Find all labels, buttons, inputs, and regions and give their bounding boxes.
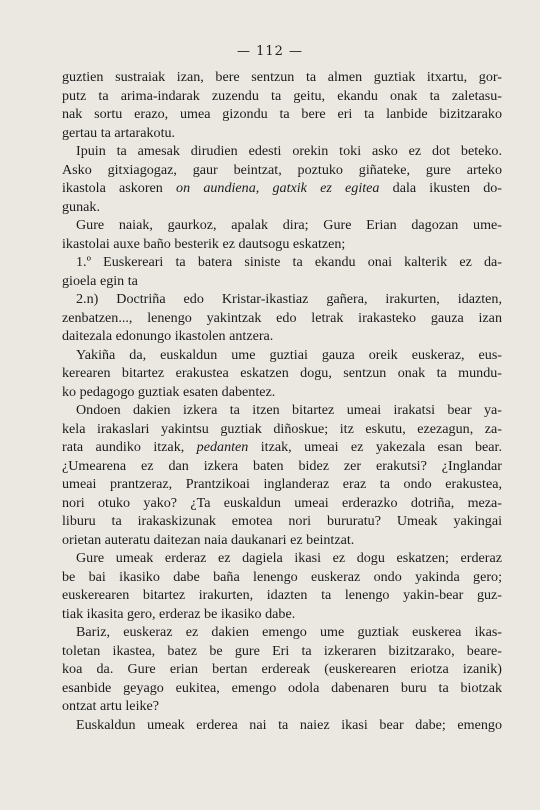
text-line: Bariz, euskeraz ez dakien emengo ume guztiak euskerea ikas-	[76, 624, 502, 640]
text-line: Asko gitxiagogaz, gaur beintzat, poztuko giñateke, gure arteko	[62, 161, 502, 178]
text-line: Gure umeak erderaz ez dagiela ikasi ez dogu eskatzen; erderaz	[76, 550, 502, 566]
page-number: — 112 —	[236, 44, 304, 59]
text-line: toletan ikastea, batez be gure Eri ta izkeraren bizitzarako, beare-	[62, 642, 502, 659]
text-line: gunak.	[62, 198, 100, 215]
text-line: ko pedagogo guztiak esaten dabentez.	[62, 383, 276, 400]
text-line: guztien sustraiak izan, bere sentzun ta almen guztiak itxartu, gor-	[62, 69, 502, 85]
body-text	[62, 68, 502, 734]
text-line: Gure naiak, gaurkoz, apalak dira; Gure Erian dagozan ume-	[76, 217, 502, 233]
text-line: Euskaldun umeak erderea nai ta naiez ikasi bear dabe; emengo	[76, 716, 502, 733]
text-line: kerearen bitartez erakustea eskatzen dogu, sentzun onak ta mundu-	[62, 365, 502, 381]
text-line: 1.º Euskereari ta batera siniste ta ekandu onai kalterik ez da-	[76, 254, 502, 270]
text-line: nori otuko yako? ¿Ta euskaldun umeai erderazko dotriña, meza-	[62, 494, 502, 511]
text-line: 2.n) Doctriña edo Kristar-ikastiaz gañera, irakurten, idazten,	[76, 291, 502, 307]
text-line: kela irakaslari yakintsu guztiak diñoskue; itz eskutu, ezezagun, za-	[62, 420, 502, 437]
text-line: be bai ikasiko dabe baña lenengo euskeraz ondo yakinda gero;	[62, 568, 502, 585]
text-line: putz ta arima-indarak zuzendu ta geitu, ekandu onak ta zaletasu-	[62, 87, 502, 104]
text-line: daitezala edonungo ikastolen antzera.	[62, 328, 274, 344]
text-line: ontzat artu leike?	[62, 698, 160, 714]
text-line: zenbatzen..., lenengo yakintzak edo letrak irakasteko gauza izan	[62, 309, 502, 326]
text-line: orietan auteratu daitezan naia daukanari ez beintzat.	[62, 531, 355, 548]
text-line: ikastola askoren on aundiena, gatxik ez egitea dala ikusten do-	[62, 180, 502, 196]
text-line: gertau ta artarakotu.	[62, 124, 176, 141]
text-line: umeai prantzeraz, Prantzikoai inglanderaz eraz ta ondo erakustea,	[62, 476, 502, 492]
text-line: ikastolai auxe baño besterik ez dautsogu eskatzen;	[62, 235, 346, 252]
text-line: rata aundiko itzak, pedanten itzak, umeai ez yakezala esan bear.	[62, 439, 502, 455]
text-line: Ondoen dakien izkera ta itzen bitartez umeai irakatsi bear ya-	[76, 402, 502, 418]
text-line: ¿Umearena ez dan izkera baten bidez zer erakutsi? ¿Inglandar	[62, 457, 502, 474]
text-line: nak sortu erazo, umea gizondu ta bere eri ta lanbide bizitzarako	[62, 106, 502, 122]
text-line: liburu ta irakaskizunak emotea nori bururatu? Umeak yakingai	[62, 513, 502, 529]
text-line: euskerearen bitartez irakurten, idazten ta lenengo yakin-bear guz-	[62, 587, 502, 603]
text-line: esanbide geyago eukitea, emengo odola dabenaren buru ta biotzak	[62, 679, 502, 696]
text-line: Ipuin ta amesak dirudien edesti orekin toki asko ez dot beteko.	[76, 143, 502, 159]
text-line: gioela egin ta	[62, 272, 138, 289]
text-line: Yakiña da, euskaldun ume guztiai gauza oreik euskeraz, eus-	[76, 346, 502, 363]
text-line: tiak ikasita gero, erderaz be ikasiko dabe.	[62, 605, 296, 622]
text-line: koa da. Gure erian bertan erdereak (euskerearen eriotza izanik)	[62, 661, 502, 677]
